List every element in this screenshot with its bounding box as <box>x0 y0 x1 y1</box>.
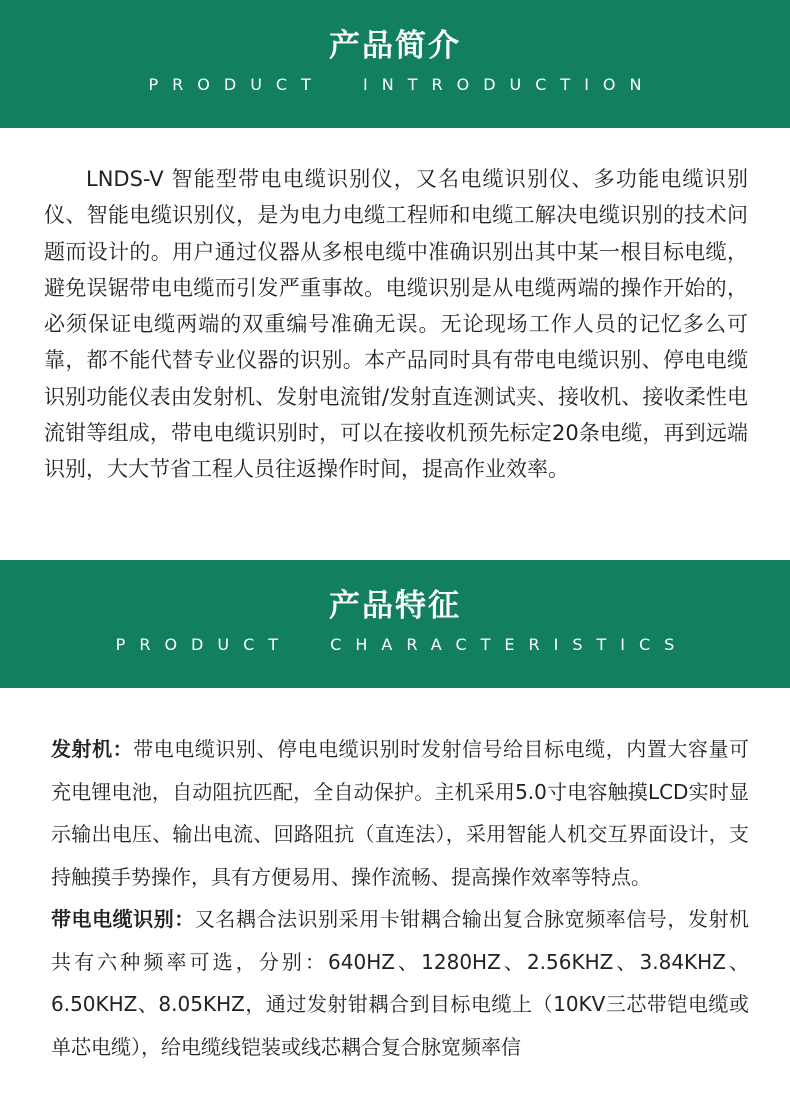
intro-title: 产品简介 <box>329 28 461 64</box>
feature-transmitter <box>51 728 749 898</box>
feature-label: 发射机： <box>51 737 134 761</box>
feature-text: 又名耦合法识别采用卡钳耦合输出复合脉宽频率信号，发射机共有六种频率可选，分别：640HZ、1280HZ、2.56KHZ、3.84KHZ、6.50KHZ、8.05KHZ，通过发射钳耦合到目标电缆上（10KV三芯带铠电缆或单芯电缆），给电缆线铠装或线芯耦合复合脉宽频率信 <box>51 907 750 1059</box>
features-header-band <box>0 560 790 688</box>
feature-live-cable <box>51 898 749 1068</box>
intro-header-band <box>0 0 790 128</box>
features-list <box>51 728 749 1068</box>
features-subtitle: PRODUCT CHARACTERISTICS <box>115 635 689 654</box>
intro-subtitle: PRODUCT INTRODUCTION <box>148 75 656 94</box>
intro-body: LNDS-V 智能型带电电缆识别仪，又名电缆识别仪、多功能电缆识别仪、智能电缆识别仪，是为电力电缆工程师和电缆工解决电缆识别的技术问题而设计的。用户通过仪器从多根电缆中准确识别出其中某一根目标电缆，避免误锯带电电缆而引发严重事故。电缆识别是从电缆两端的操作开始的，必须保证电缆两端的双重编号准确无误。无论现场工作人员的记忆多么可靠，都不能代替专业仪器的识别。本产品同时具有带电电缆识别、停电电缆识别功能仪表由发射机、发射电流钳/发射直连测试夹、接收机、接收柔性电流钳等组成，带电电缆识别时，可以在接收机预先标定20条电缆，再到远端识别，大大节省工程人员往返操作时间，提高作业效率。 <box>44 167 748 482</box>
features-title: 产品特征 <box>329 588 461 624</box>
feature-text: 带电电缆识别、停电电缆识别时发射信号给目标电缆，内置大容量可充电锂电池，自动阻抗匹配，全自动保护。主机采用5.0寸电容触摸LCD实时显示输出电压、输出电流、回路阻抗（直连法），采用智能人机交互界面设计，支持触摸手势操作，具有方便易用、操作流畅、提高操作效率等特点。 <box>51 737 750 889</box>
feature-label: 带电电缆识别： <box>51 907 195 931</box>
